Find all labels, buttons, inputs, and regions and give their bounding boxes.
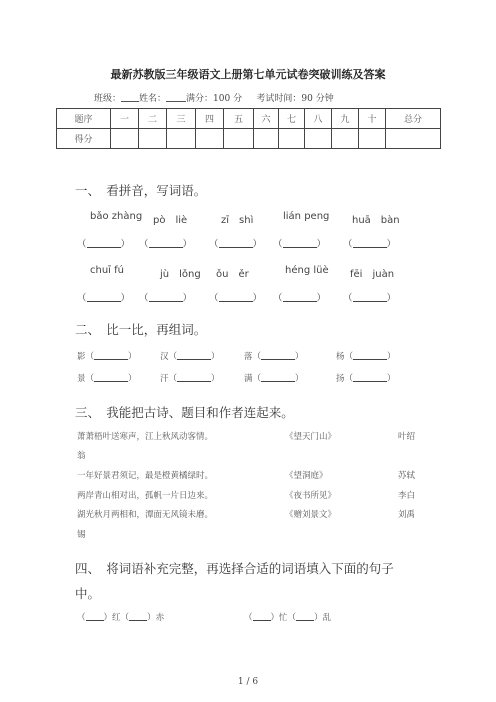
compare-item[interactable]: 汉（ ） bbox=[160, 352, 220, 362]
header-cell: 一 bbox=[111, 109, 139, 129]
pinyin-item: ǒu ěr bbox=[216, 269, 249, 280]
fill-item[interactable]: （ ）忙（ ）乱 bbox=[244, 613, 332, 623]
header-cell: 三 bbox=[167, 109, 196, 129]
header-cell: 题序 bbox=[57, 109, 111, 129]
poem-line: 锡 bbox=[77, 530, 86, 540]
answer-blank[interactable]: （ ） bbox=[139, 239, 193, 250]
header-cell: 九 bbox=[332, 109, 359, 129]
answer-blank[interactable]: （ ） bbox=[273, 293, 327, 304]
exam-info bbox=[94, 91, 334, 104]
score-header-row bbox=[57, 109, 441, 129]
score-cell[interactable] bbox=[254, 129, 279, 149]
answer-blank[interactable]: （ ） bbox=[77, 293, 131, 304]
score-cell[interactable] bbox=[139, 129, 167, 149]
score-cell[interactable] bbox=[167, 129, 196, 149]
answer-blank[interactable]: （ ） bbox=[139, 293, 193, 304]
pinyin-item: chuī fú bbox=[90, 265, 124, 276]
score-row bbox=[57, 129, 441, 149]
poem-title[interactable]: 《赠刘景文》 bbox=[285, 510, 337, 520]
poem-title[interactable]: 《夜书所见》 bbox=[285, 491, 337, 501]
section-1-heading: 一、 看拼音，写词语。 bbox=[75, 183, 207, 198]
header-cell: 五 bbox=[224, 109, 254, 129]
pinyin-item: fēi juàn bbox=[350, 269, 395, 280]
answer-blank[interactable]: （ ） bbox=[273, 239, 327, 250]
answer-blank[interactable]: （ ） bbox=[77, 239, 131, 250]
poem-line: 翁 bbox=[77, 451, 86, 461]
poem-author[interactable]: 李白 bbox=[398, 491, 416, 501]
compare-item[interactable]: 影（ ） bbox=[77, 352, 137, 362]
header-cell: 二 bbox=[139, 109, 167, 129]
pinyin-item: huā bàn bbox=[352, 215, 400, 226]
answer-blank[interactable]: （ ） bbox=[343, 239, 397, 250]
answer-blank[interactable]: （ ） bbox=[209, 239, 263, 250]
name-blank bbox=[166, 92, 186, 102]
score-cell[interactable] bbox=[224, 129, 254, 149]
header-cell: 六 bbox=[254, 109, 279, 129]
score-cell[interactable] bbox=[196, 129, 224, 149]
header-cell: 七 bbox=[279, 109, 305, 129]
score-row-label: 得分 bbox=[57, 129, 111, 149]
section-3-heading: 三、 我能把古诗、题目和作者连起来。 bbox=[75, 405, 294, 420]
pinyin-item: héng lüè bbox=[285, 265, 329, 276]
score-cell[interactable] bbox=[279, 129, 305, 149]
header-cell: 八 bbox=[305, 109, 332, 129]
compare-item[interactable]: 杨（ ） bbox=[336, 352, 396, 362]
poem-author[interactable]: 刘禹 bbox=[398, 510, 416, 520]
answer-blank[interactable]: （ ） bbox=[343, 293, 397, 304]
section-4-heading-cont: 中。 bbox=[75, 586, 101, 601]
header-cell: 十 bbox=[359, 109, 386, 129]
class-label: 班级： bbox=[94, 94, 122, 104]
score-cell[interactable] bbox=[359, 129, 386, 149]
score-label: 满分：100 分 bbox=[186, 94, 243, 104]
compare-item[interactable]: 落（ ） bbox=[244, 352, 304, 362]
compare-item[interactable]: 景（ ） bbox=[77, 374, 137, 384]
pinyin-item: pò liè bbox=[153, 215, 188, 226]
name-label: 姓名： bbox=[139, 94, 167, 104]
compare-item[interactable]: 汗（ ） bbox=[160, 374, 220, 384]
header-cell: 四 bbox=[196, 109, 224, 129]
class-blank bbox=[121, 92, 139, 102]
poem-author[interactable]: 苏轼 bbox=[398, 471, 416, 481]
page-number: 1 / 6 bbox=[237, 677, 259, 687]
section-4-heading: 四、 将词语补充完整，再选择合适的词语填入下面的句子 bbox=[75, 561, 394, 576]
score-table bbox=[56, 108, 441, 149]
fill-item[interactable]: （ ）红（ ）赤 bbox=[77, 613, 165, 623]
poem-title[interactable]: 《望天门山》 bbox=[285, 432, 337, 442]
score-cell[interactable] bbox=[111, 129, 139, 149]
poem-line[interactable]: 湖光秋月两相和，潭面无风镜未磨。 bbox=[77, 510, 214, 520]
header-cell: 总分 bbox=[386, 109, 441, 129]
compare-item[interactable]: 扬（ ） bbox=[336, 374, 396, 384]
poem-title[interactable]: 《望洞庭》 bbox=[285, 471, 328, 481]
poem-line[interactable]: 萧萧梧叶送寒声，江上秋风动客情。 bbox=[77, 432, 214, 442]
pinyin-item: zī shì bbox=[221, 215, 254, 226]
time-label: 考试时间：90 分钟 bbox=[256, 94, 334, 104]
pinyin-item: lián peng bbox=[283, 211, 330, 222]
page-title: 最新苏教版三年级语文上册第七单元试卷突破训练及答案 bbox=[110, 68, 386, 81]
score-cell[interactable] bbox=[305, 129, 332, 149]
pinyin-item: bǎo zhàng bbox=[90, 211, 143, 222]
score-cell[interactable] bbox=[332, 129, 359, 149]
answer-blank[interactable]: （ ） bbox=[209, 293, 263, 304]
section-2-heading: 二、 比一比，再组词。 bbox=[75, 322, 207, 337]
poem-author[interactable]: 叶绍 bbox=[398, 432, 416, 442]
pinyin-item: jù lǒng bbox=[160, 269, 201, 280]
compare-item[interactable]: 满（ ） bbox=[244, 374, 304, 384]
score-cell[interactable] bbox=[386, 129, 441, 149]
poem-line[interactable]: 两岸青山相对出，孤帆一片日边来。 bbox=[77, 491, 214, 501]
poem-line[interactable]: 一年好景君须记，最是橙黄橘绿时。 bbox=[77, 471, 214, 481]
